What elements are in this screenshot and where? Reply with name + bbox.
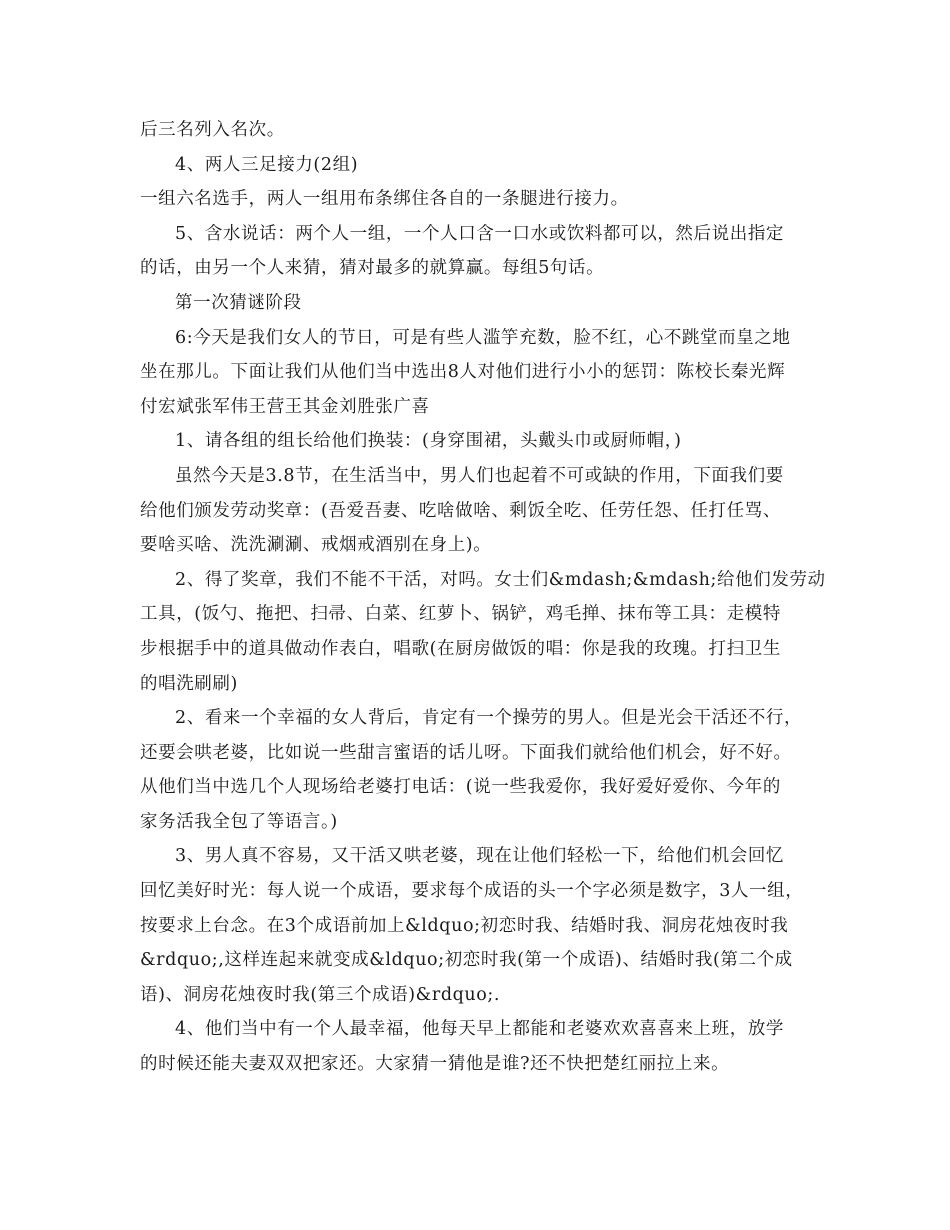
- text-line: 还要会哄老婆，比如说一些甜言蜜语的话儿呀。下面我们就给他们机会，好不好。: [140, 742, 792, 763]
- text-line: 的唱洗刷刷): [140, 673, 238, 694]
- text-line: &rdquo;,这样连起来就变成&ldquo;初恋时我(第一个成语)、结婚时我(第二个成: [140, 950, 793, 971]
- text-line: 4、他们当中有一个人最幸福，他每天早上都能和老婆欢欢喜喜来上班，放学: [175, 1019, 785, 1040]
- text-line: 给他们颁发劳动奖章：(吾爱吾妻、吃啥做啥、剩饭全吃、任劳任怨、任打任骂、: [140, 500, 781, 521]
- text-line: 按要求上台念。在3个成语前加上&ldquo;初恋时我、结婚时我、洞房花烛夜时我: [140, 915, 789, 936]
- document-body: [140, 113, 826, 1082]
- text-line: 2、得了奖章，我们不能不干活，对吗。女士们&mdash;&mdash;给他们发劳动: [175, 569, 826, 590]
- text-line: 6:今天是我们女人的节日，可是有些人滥竽充数，脸不红，心不跳堂而皇之地: [175, 327, 791, 348]
- text-line: 回忆美好时光：每人说一个成语，要求每个成语的头一个字必须是数字，3人一组，: [140, 881, 804, 902]
- text-line: 的时候还能夫妻双双把家还。大家猜一猜他是谁?还不快把楚红丽拉上来。: [140, 1054, 730, 1075]
- text-line: 后三名列入名次。: [140, 120, 285, 140]
- text-line: 虽然今天是3.8节，在生活当中，男人们也起着不可或缺的作用，下面我们要: [175, 465, 784, 486]
- text-line: 工具，(饭勺、拖把、扫帚、白菜、红萝卜、锅铲，鸡毛掸、抹布等工具：走模特: [140, 604, 781, 625]
- text-line: 5、含水说话：两个人一组，一个人口含一口水或饮料都可以，然后说出指定: [175, 223, 785, 244]
- text-line: 从他们当中选几个人现场给老婆打电话：(说一些我爱你，我好爱好爱你、今年的: [140, 777, 781, 798]
- text-line: 2、看来一个幸福的女人背后，肯定有一个操劳的男人。但是光会干活还不行，: [175, 708, 803, 729]
- text-line: 步根据手中的道具做动作表白，唱歌(在厨房做饭的唱：你是我的玫瑰。打扫卫生: [140, 638, 781, 659]
- text-line: 1、请各组的组长给他们换装：(身穿围裙，头戴头巾或厨师帽，): [175, 431, 682, 452]
- section-heading: 第一次猜谜阶段: [175, 292, 302, 313]
- text-line: 付宏斌张军伟王营王其金刘胜张广喜: [140, 396, 430, 417]
- text-line: 要啥买啥、洗洗涮涮、戒烟戒酒别在身上)。: [140, 535, 492, 556]
- text-line: 语)、洞房花烛夜时我(第三个成语)&rdquo;.: [140, 984, 501, 1005]
- text-line: 3、男人真不容易，又干活又哄老婆，现在让他们轻松一下，给他们机会回忆: [175, 846, 785, 867]
- text-line: 的话，由另一个人来猜，猜对最多的就算赢。每组5句话。: [140, 258, 605, 279]
- text-line: 一组六名选手，两人一组用布条绑住各自的一条腿进行接力。: [140, 189, 629, 210]
- text-line: 坐在那儿。下面让我们从他们当中选出8人对他们进行小小的惩罚：陈校长秦光辉: [140, 362, 786, 383]
- text-line: 家务活我全包了等语言。): [140, 811, 338, 832]
- text-line: 4、两人三足接力(2组): [175, 154, 359, 175]
